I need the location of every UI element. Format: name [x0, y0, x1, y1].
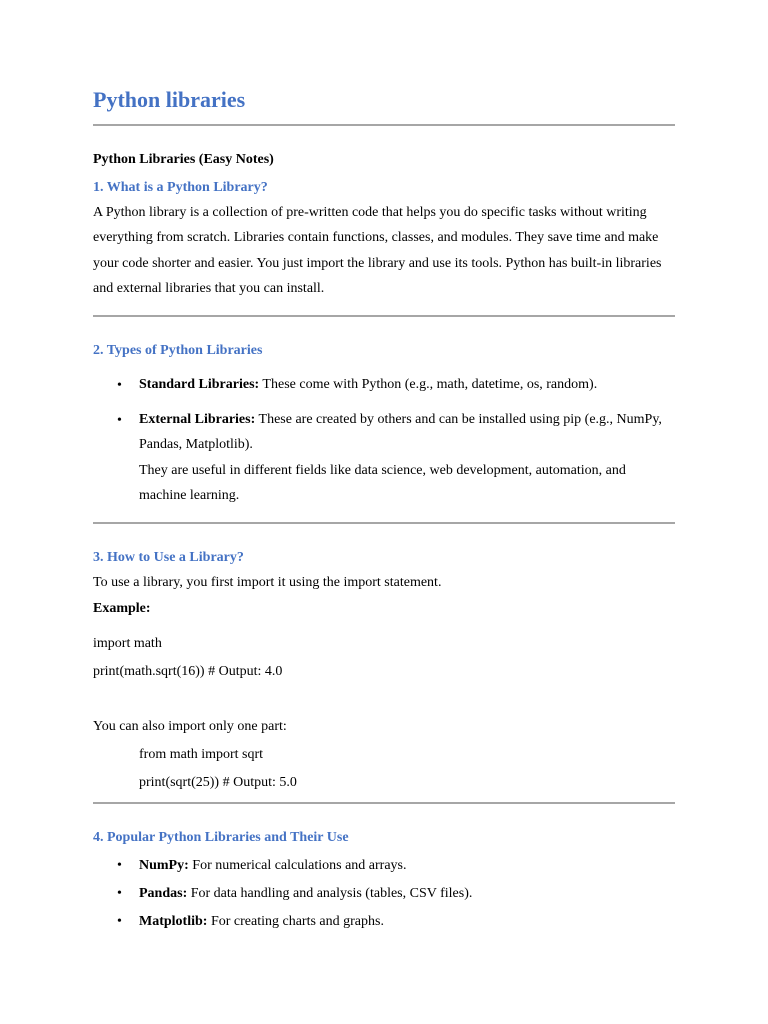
code-line: print(sqrt(25)) # Output: 5.0: [139, 775, 297, 790]
list-item-text: These are created by others and can be installed using pip (e.g., NumPy, Pandas, Matplotlib).: [139, 412, 662, 453]
example-label: Example:: [93, 601, 151, 616]
list-item: [139, 884, 472, 904]
list-item-label: Standard Libraries:: [139, 377, 260, 392]
section4-heading: 4. Popular Python Libraries and Their Use: [93, 830, 349, 845]
code-line: print(math.sqrt(16)) # Output: 4.0: [93, 664, 283, 679]
list-item-label: NumPy:: [139, 858, 189, 873]
bullet-icon: •: [117, 858, 122, 873]
bullet-icon: •: [117, 914, 122, 929]
section1-heading: 1. What is a Python Library?: [93, 180, 268, 195]
code-line: import math: [93, 636, 162, 651]
code-line: from math import sqrt: [139, 747, 264, 762]
section1-divider: [93, 315, 675, 317]
section3-divider: [93, 802, 675, 804]
section2-divider: [93, 522, 675, 524]
subtitle: Python Libraries (Easy Notes): [93, 152, 274, 167]
section1-body: A Python library is a collection of pre-written code that helps you do specific tasks without writing everything from scratch. Libraries contain functions, classes, and modules. They save time and make your code shorter and easier. You just import the library and use its tools. Python has built-in libraries and external libraries that you can install.: [93, 205, 662, 296]
section3-heading: 3. How to Use a Library?: [93, 550, 244, 565]
page-title: Python libraries: [93, 87, 246, 112]
list-item: [139, 912, 384, 932]
list-item-text: For data handling and analysis (tables, CSV files).: [187, 886, 473, 901]
list-item-label: External Libraries:: [139, 412, 256, 427]
list-item: [139, 407, 675, 508]
title-divider: [93, 124, 675, 126]
list-item-text: For numerical calculations and arrays.: [188, 858, 407, 873]
list-item-label: Matplotlib:: [139, 914, 208, 929]
bullet-icon: •: [117, 886, 122, 901]
list-item-text: For creating charts and graphs.: [207, 914, 384, 929]
bullet-icon: •: [117, 413, 122, 428]
list-item: [139, 856, 406, 876]
section2-heading: 2. Types of Python Libraries: [93, 343, 263, 358]
list-item-text: These come with Python (e.g., math, datetime, os, random).: [259, 377, 598, 392]
section3-intro: To use a library, you first import it using the import statement.: [93, 575, 442, 590]
section3-also-text: You can also import only one part:: [93, 719, 287, 734]
list-item-label: Pandas:: [139, 886, 188, 901]
list-item: [139, 372, 675, 397]
list-item-extra: They are useful in different fields like data science, web development, automation, and machine learning.: [139, 462, 626, 503]
bullet-icon: •: [117, 378, 122, 393]
